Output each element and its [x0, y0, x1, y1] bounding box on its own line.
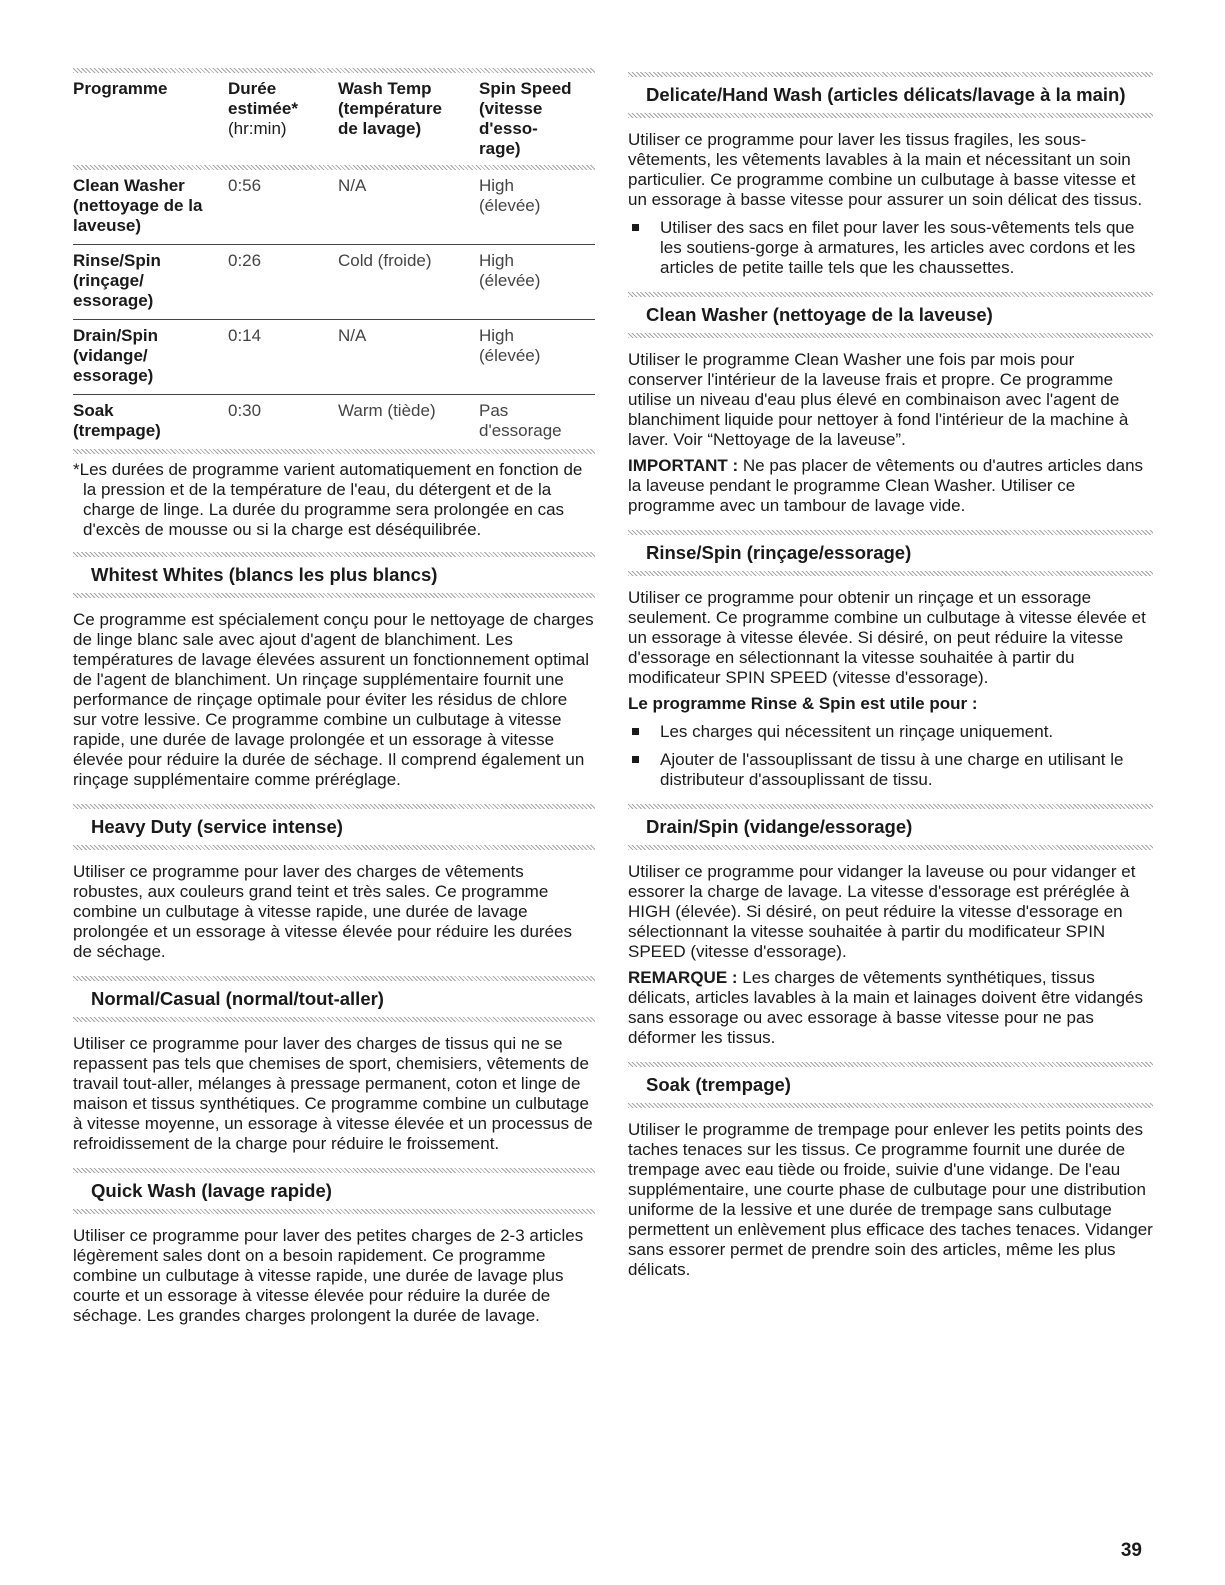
- section-title-delicate: Delicate/Hand Wash (articles délicats/lavage à la main): [646, 84, 1126, 105]
- section-title-clean-washer: Clean Washer (nettoyage de la laveuse): [646, 304, 993, 325]
- cycle-table: [73, 77, 595, 449]
- bullet-square-icon: [632, 728, 639, 735]
- important-note: IMPORTANT : Ne pas placer de vêtements ou d'autres articles dans la laveuse pendant le programme Clean Washer. Utiliser ce programme avec un tambour de lavage vide.: [628, 456, 1144, 515]
- section-body-whitest-whites: Ce programme est spécialement conçu pour le nettoyage de charges de linge blanc sale avec ajout d'agent de blanchiment. Les températures de lavage élevées assurent un fonctionnement optimal de l'agent de blanchiment. Un rinçage supplémentaire fournit une performance de rinçage optimale pour éviter les résidus de chlore sur votre lessive. Ce programme combine un culbutage à vitesse rapide, une durée de lavage prolongée et un essorage à vitesse élevée pour réduire la durée de séchage. Il comprend également un rinçage supplémentaire comme préréglage.: [73, 610, 594, 789]
- table-footnote: *Les durées de programme varient automatiquement en fonction de la pression et de la température de l'eau, du détergent et de la charge de linge. La durée du programme sera prolongée en cas d'excès de mousse ou si la charge est déséquilibrée.: [73, 460, 583, 539]
- section-body-clean-washer: Utiliser le programme Clean Washer une fois par mois pour conserver l'intérieur de la laveuse frais et propre. Ce programme utilise un niveau d'eau plus élevé en combinaison avec l'agent de blanchiment liquide pour nettoyer à fond l'intérieur de la machine à laver. Voir “Nettoyage de la laveuse”.: [628, 350, 1129, 449]
- right-column: [628, 72, 1153, 1294]
- section-title-normal-casual: Normal/Casual (normal/tout-aller): [91, 988, 384, 1009]
- table-row: Clean Washer (nettoyage de la laveuse) 0:56 N/A High (élevée): [73, 176, 541, 235]
- table-bottom-rule: [73, 449, 595, 454]
- list-item: Ajouter de l'assouplissant de tissu à une charge en utilisant le distributeur d'assouplissant de tissu.: [628, 750, 1153, 790]
- header-programme: Programme: [73, 79, 168, 98]
- header-spin-speed: Spin Speed (vitesse d'esso- rage): [479, 79, 572, 158]
- section-body-drain-spin: Utiliser ce programme pour vidanger la laveuse ou pour vidanger et essorer la charge de lavage. La vitesse d'essorage est préréglée à HIGH (élevée). Si désiré, on peut réduire la vitesse d'essorage en sélectionnant la vitesse souhaitée à partir du modificateur SPIN SPEED (vitesse d'essorage).: [628, 862, 1136, 961]
- remark-note: REMARQUE : Les charges de vêtements synthétiques, tissus délicats, articles lavables à la main et lainages doivent être vidangés sans essorage ou avec essorage à basse vitesse pour ne pas déformer les tissus.: [628, 968, 1144, 1047]
- section-body-heavy-duty: Utiliser ce programme pour laver des charges de vêtements robustes, aux couleurs grand teint et très sales. Ce programme combine un culbutage à vitesse rapide, une durée de lavage prolongée et un essorage à vitesse élevée pour réduire les durées de séchage.: [73, 862, 572, 961]
- table-top-rule: [73, 68, 595, 73]
- section-title-heavy-duty: Heavy Duty (service intense): [91, 816, 343, 837]
- left-column: [73, 68, 595, 1340]
- rinse-spin-lead: Le programme Rinse & Spin est utile pour :: [628, 694, 978, 713]
- page-number: 39: [1120, 1540, 1142, 1561]
- bullet-square-icon: [632, 756, 639, 763]
- table-row: Soak (trempage) 0:30 Warm (tiède) Pas d'essorage: [73, 395, 595, 450]
- table-row: Rinse/Spin (rinçage/ essorage) 0:26 Cold (froide) High (élevée): [73, 245, 595, 320]
- section-body-delicate: Utiliser ce programme pour laver les tissus fragiles, les sous-vêtements, les vêtements lavables à la main et nécessitant un soin particulier. Ce programme combine un culbutage à basse vitesse et un essorage à basse vitesse pour assurer un soin délicat des tissus.: [628, 130, 1143, 209]
- list-item: Utiliser des sacs en filet pour laver les sous-vêtements tels que les soutiens-gorge à armatures, les articles avec cordons et les articles de petite taille tels que les chaussettes.: [628, 218, 1153, 278]
- section-title-quick-wash: Quick Wash (lavage rapide): [91, 1180, 332, 1201]
- section-title-drain-spin: Drain/Spin (vidange/essorage): [646, 816, 913, 837]
- section-title-rinse-spin: Rinse/Spin (rinçage/essorage): [646, 542, 912, 563]
- header-duree: Durée estimée* (hr:min): [228, 79, 298, 138]
- section-body-normal-casual: Utiliser ce programme pour laver des charges de tissus qui ne se repassent pas tels que chemises de sport, chemisiers, vêtements de travail tout-aller, mélanges à pressage permanent, coton et linge de maison et tissus synthétiques. Ce programme combine un culbutage à vitesse moyenne, un essorage à vitesse élevée et un processus de refroidissement de la charge pour réduire le froissement.: [73, 1034, 593, 1153]
- section-body-soak: Utiliser le programme de trempage pour enlever les petits points des taches tenaces sur les tissus. Ce programme fournit une durée de trempage avec eau tiède ou froide, suivie d'une vidange. De l'eau supplémentaire, une courte phase de culbutage pour une distribution uniforme de la lessive et une durée de trempage sans culbutage permettent un enlèvement plus efficace des taches tenaces. Vidanger sans essorer permet de prendre soin des articles, même les plus délicats.: [628, 1120, 1153, 1279]
- header-wash-temp: Wash Temp (température de lavage): [338, 79, 442, 138]
- table-row: Drain/Spin (vidange/ essorage) 0:14 N/A High (élevée): [73, 320, 595, 395]
- section-title-soak: Soak (trempage): [646, 1074, 791, 1095]
- list-item: Les charges qui nécessitent un rinçage uniquement.: [628, 722, 1153, 742]
- section-title-whitest-whites: Whitest Whites (blancs les plus blancs): [91, 564, 438, 585]
- section-body-rinse-spin: Utiliser ce programme pour obtenir un rinçage et un essorage seulement. Ce programme combine un culbutage à vitesse élevée et un essorage à vitesse élevée. Si désiré, on peut réduire la vitesse d'essorage en sélectionnant la vitesse souhaitée à partir du modificateur SPIN SPEED (vitesse d'essorage).: [628, 588, 1146, 687]
- bullet-square-icon: [632, 224, 639, 231]
- section-body-quick-wash: Utiliser ce programme pour laver des petites charges de 2-3 articles légèrement sales dont on a besoin rapidement. Ce programme combine un culbutage à vitesse rapide, une durée de lavage plus courte et un essorage à vitesse élevée pour réduire la durée de séchage. Les grandes charges prolongent la durée de lavage.: [73, 1226, 584, 1325]
- table-header-row: [73, 77, 595, 165]
